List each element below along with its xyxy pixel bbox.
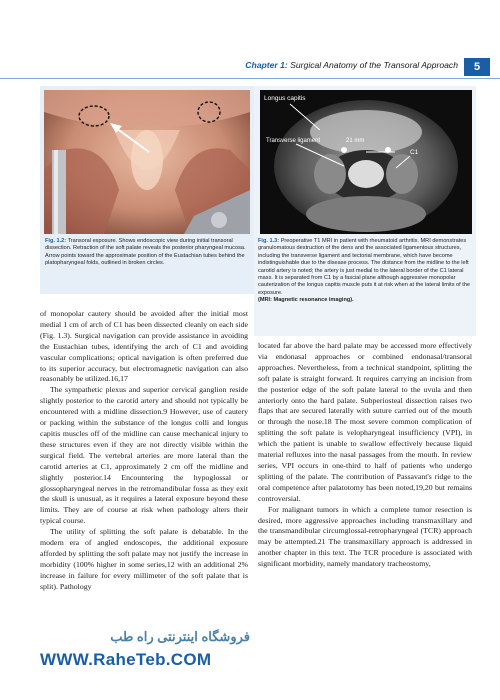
figure-1-3: [254, 86, 476, 336]
right-paragraph-2: For malignant tumors in which a complete tumor resection is desired, more aggressive approaches including transmaxillary and the transmandibular circumglossal-retropharyngeal (TCR) approach may be attempted.21 The transmaxillary approach is addressed in another chapter in this text. The TCR procedure is associated with significant morbidity, namely mandatory tracheostomy,: [258, 504, 472, 569]
chapter-title: Surgical Anatomy of the Transoral Approach: [290, 60, 458, 70]
body-column-left: [40, 309, 248, 593]
figure-1-3-label: Fig. 1.3:: [258, 238, 280, 244]
c1-annotation: C1: [410, 149, 419, 156]
figure-1-2-caption: [45, 238, 249, 268]
endoscopic-photo: [44, 90, 250, 234]
left-paragraph-1: of monopolar cautery should be avoided after the initial most medial 1 cm of arch of C1 has been dissected cleanly on each side (Fig. 1.3). Surgical navigation can provide assistance in avoiding the Eustachian tubes, identifying the arch of C1 and avoiding vascular complications; optical navigation is often preferred due to its superior accuracy, but electromagnetic navigation can also reasonably be utilized.16,17: [40, 309, 248, 384]
watermark-persian: فروشگاه اینترنتی راه طب: [110, 629, 250, 644]
figure-1-2-text: Transoral exposure. Shows endoscopic view during initial transoral dissection. Retraction of the soft palate reveals the posterior pharyngeal mucosa. Arrow points toward the approximate position of the Eustachian tubes behind the platopharyngeal folds, outlined in broken circles.: [45, 238, 246, 267]
figure-1-2: [40, 86, 254, 294]
watermark-url: WWW.RaheTeb.COM: [40, 650, 212, 669]
page-number: 5: [464, 58, 490, 76]
left-paragraph-3: The utility of splitting the soft palate is debatable. In the modern era of angled endoscopes, the additional exposure afforded by splitting the soft palate may not justify the increase in morbidity (100% higher in some series,12 with an additional 2% increase in failure for every millimeter of the soft palate that is split). Pathology: [40, 527, 248, 591]
running-header: [0, 58, 500, 78]
mri-image: [260, 90, 472, 234]
left-paragraph-2: The sympathetic plexus and superior cervical ganglion reside slightly posterior to the carotid artery and should not typically be encountered with a midline dissection.9 However, use of cautery or packing within the substance of the longus colli and longus capitis muscles off of the midline can cause mechanical injury to these structures even if they are not directly visible within the surgical field. The vertebral arteries are more lateral than the carotid arteries at C1, approximately 2 cm off the midline and slightly posterior.14 Encountering the hypoglossal or glossopharyngeal nerves in the retromandibular fossa as they exit the skull is unusual, as it requires a lateral exposure beyond these limits. They are of course at risk when pathology alters their typical course.: [40, 385, 248, 526]
distance-annotation: 21 mm: [346, 138, 365, 144]
longus-capitis-annotation: Longus capitis: [264, 95, 306, 102]
figure-1-3-caption: [258, 238, 472, 305]
right-paragraph-1: located far above the hard palate may be accessed more effectively via endonasal approaches or combined endonasal/transoral approaches. Nevertheless, from a technical standpoint, splitting the soft palate is straight forward. It requires carrying an incision from the posterior edge of the soft palate lateral to the uvula and then anteriorly onto the hard palate. Subperiosteal dissection raises two flaps that are secured laterally with suture carried out of the mouth or through the nose.18 The most severe common complication of splitting the soft palate is velopharyngeal insufficiency (VPI), in which the patient is unable to swallow effectively because liquid material refluxes into the nasal passages from the mouth. In review series, VPI occurs in one-third to half of patients who undergo splitting of the palate. The contribution of Passavant's ridge to the oral competence after palatotomy has been noted,19,20 but remains controversial.: [258, 341, 472, 503]
figure-1-3-text: Preoperative T1 MRI in patient with rheumatoid arthritis. MRI demonstrates granulomatous destruction of the dens and the associated ligamentous structures, including the transverse ligament and tectorial membrane, which have become indistinguishable due to the disease process. The distance from the midline to the left carotid artery is noted; the artery is just medial to the lateral border of the C1 lateral mass. It is separated from C1 by a fascial plane although aggressive monopolar cauterization of the longus capitis muscle puts it at risk when at the lateral limits of the exposure.: [258, 238, 471, 296]
figure-1-3-abbrev: (MRI: Magnetic resonance imaging).: [258, 297, 354, 304]
header-rule: [0, 78, 500, 79]
figure-1-2-label: Fig. 1.2:: [45, 238, 67, 244]
mri-graphic: [260, 90, 472, 234]
transverse-ligament-annotation: Transverse ligament: [266, 138, 321, 144]
endoscopic-photo-graphic: [44, 90, 250, 234]
body-column-right: [258, 341, 472, 570]
chapter-heading: [245, 60, 458, 70]
chapter-label: Chapter 1:: [245, 60, 288, 70]
